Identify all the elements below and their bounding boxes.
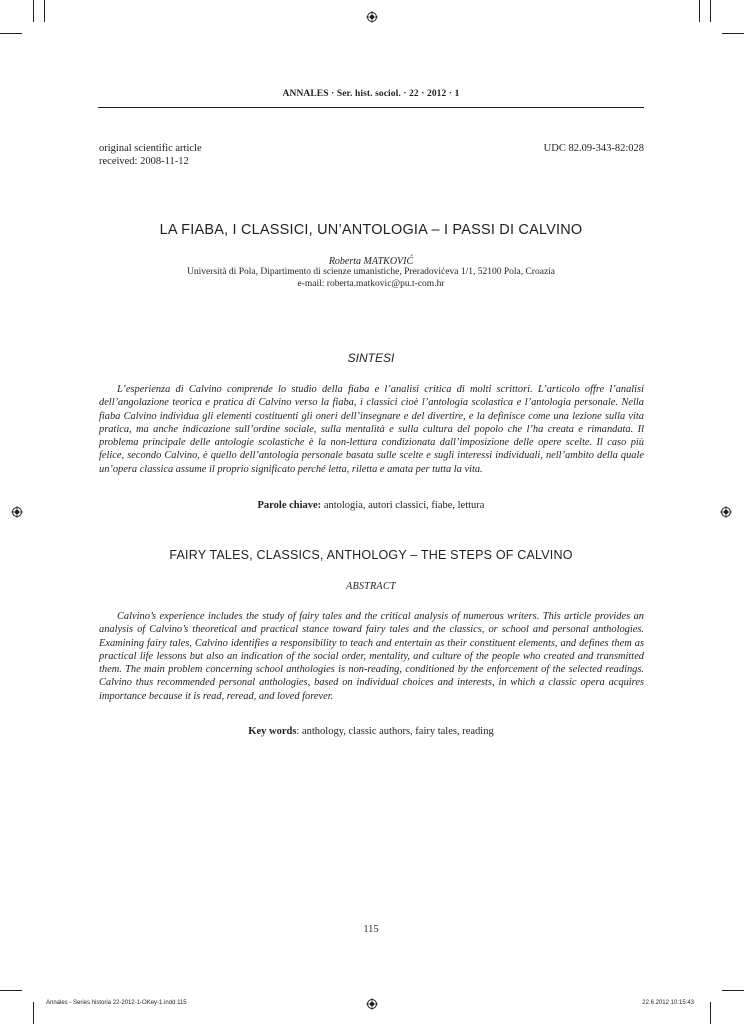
registration-mark-icon bbox=[720, 506, 732, 518]
article-type: original scientific article bbox=[99, 143, 202, 154]
header-rule bbox=[98, 107, 644, 108]
affiliation-line: Università di Pola, Dipartimento di scienze umanistiche, Preradovićeva 1/1, 52100 Pola, Croazia bbox=[186, 267, 556, 277]
sintesi-keywords bbox=[98, 500, 644, 511]
slug-timestamp: 22.6.2012 10:15:43 bbox=[642, 1000, 694, 1006]
received-date: received: 2008-11-12 bbox=[99, 156, 189, 167]
crop-mark bbox=[0, 990, 22, 991]
registration-mark-icon bbox=[366, 11, 378, 23]
author-name: Roberta MATKOVIĆ bbox=[328, 256, 414, 267]
english-title: FAIRY TALES, CLASSICS, ANTHOLOGY – THE STEPS OF CALVINO bbox=[169, 548, 573, 562]
crop-mark bbox=[0, 33, 22, 34]
registration-mark-icon bbox=[366, 998, 378, 1010]
keywords-label: Key words bbox=[248, 726, 297, 737]
keywords-label: Parole chiave: bbox=[257, 500, 322, 511]
abstract-text: Calvino’s experience includes the study of fairy tales and the critical analysis of numerous writers. This article provides an analysis of Calvino’s theoretical and practical stance toward fairy tales and the classics, or school and personal anthologies. Examining fairy tales, Calvino identifies a responsibility to teach and entertain as their constituent elements, and defines them as practical life lessons but also an indication of the social order, mentality, and culture of the people who created and transmitted them. The main problem concerning school anthologies is non-reading, conditioned by the enforcement of the selected readings. Calvino thus recommended personal anthologies, based on individual choices and interests, in which a classic opera acquires importance because it is read, reread, and loved forever. bbox=[99, 611, 644, 702]
crop-mark bbox=[699, 0, 700, 22]
abstract-keywords bbox=[98, 726, 644, 737]
slug-file-info: Annales - Series historia 22-2012-1-OKey-1.indd 115 bbox=[46, 1000, 187, 1006]
running-header: ANNALES · Ser. hist. sociol. · 22 · 2012 · 1 bbox=[282, 89, 460, 99]
article-title: LA FIABA, I CLASSICI, UN’ANTOLOGIA – I PASSI DI CALVINO bbox=[159, 222, 583, 238]
crop-mark bbox=[33, 1002, 34, 1024]
crop-mark bbox=[710, 1002, 711, 1024]
crop-mark bbox=[722, 990, 744, 991]
crop-mark bbox=[44, 0, 45, 22]
registration-mark-icon bbox=[11, 506, 23, 518]
article-meta bbox=[99, 142, 202, 168]
crop-mark bbox=[33, 0, 34, 22]
udc-code: UDC 82.09-343-82:028 bbox=[543, 143, 644, 154]
crop-mark bbox=[710, 0, 711, 22]
abstract-heading: ABSTRACT bbox=[346, 581, 396, 592]
keywords-list: antologia, autori classici, fiabe, lettura bbox=[323, 500, 485, 511]
crop-mark bbox=[722, 33, 744, 34]
author-email: e-mail: roberta.matkovic@pu.t-com.hr bbox=[297, 278, 445, 289]
author-affiliation bbox=[98, 267, 644, 290]
page-number: 115 bbox=[363, 924, 379, 935]
keywords-list: : anthology, classic authors, fairy tales, reading bbox=[296, 726, 494, 737]
sintesi-heading: SINTESI bbox=[347, 351, 395, 365]
sintesi-text: L’esperienza di Calvino comprende lo studio della fiaba e l’analisi critica di molti scrittori. L’articolo offre l’analisi dell’angolazione teorica e pratica di Calvino verso la fiaba, i classici cioè l’antologia scolastica e l’antologia personale. Nella fiaba Calvino individua gli elementi costituenti gli oneri dell’insegnare e del divertire, e la definisce come una lezione sulla vita pratica, ma anche indicazione sull’ordine sociale, sulla mentalità e sulla cultura del popolo che l’ha creata e rimandata. Il problema principale delle antologie scolastiche è la non-lettura condizionata dall’imposizione delle opere scelte. Il caso più felice, secondo Calvino, è quello dell’antologia personale basata sulle scelte e sugli interessi individuali, nell’ambito della quale un’opera classica assume il proprio significato perché letta, riletta e amata per tutta la vita. bbox=[99, 384, 644, 475]
